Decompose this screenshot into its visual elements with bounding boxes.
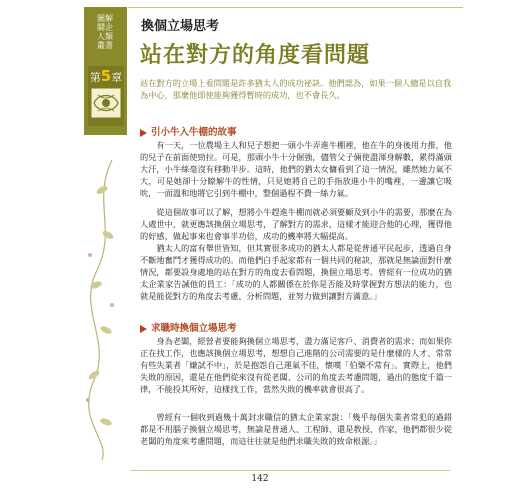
section-heading-2-text: 求職時換個立場思考	[151, 323, 237, 334]
chapter-prefix: 第	[89, 71, 101, 84]
section-heading-1	[140, 124, 237, 138]
section-heading-1-text: 引小牛入牛棚的故事	[151, 127, 237, 138]
heading-arrow-icon	[140, 325, 147, 333]
top-rule	[128, 7, 463, 8]
series-title: 圖解鬪企人類叢書	[97, 14, 113, 50]
chapter-label	[88, 67, 124, 85]
intro-text: 站在對方的立場上看問題是許多猶太人的成功祕訣。他們認為，如果一個人總是以自我為中心，那麼他即使能夠獲得暫時的成功，也不會長久。	[140, 78, 452, 100]
page-title: 站在對方的角度看問題	[140, 43, 371, 68]
paragraph: 曾經有一個收到過幾十萬封求職信的猶太企業家說：「幾乎每個失業者常犯的過錯都是不用腦子換個立場思考，無論是普通人、工程師、還是教授、作家，他們都很少從老闆的角度來考慮問題，而這往往就是他們求職失敗的致命根源。」	[140, 412, 452, 446]
heading-arrow-icon	[140, 129, 147, 137]
chapter-number: 5	[100, 67, 112, 85]
paragraph: 猶太人的富有舉世皆知，但其實很多成功的猶太人都是從普通平民起步，透過自身不斷地奮鬥才獲得成功的。而他們白手起家都有一個共同的秘訣，那就是無論面對什麼情況，都要設身處地的站在對方的角度去看問題，換個立場思考。曾經有一位成功的猶太企業家告誡他的員工：「成功的人都關係在於你是否能及時掌握對方想法的能力，也就是能從對方的角度去考慮、分析問題，並努力做到讓對方滿意。」	[140, 243, 452, 301]
ornament-icon	[90, 87, 122, 119]
vine-decoration-icon	[82, 160, 122, 460]
paragraph: 身為老闆，經營者要能夠換個立場思考，盡力滿足客戶、消費者的需求；而如果你正在找工作，也應該換個立場思考，想想自己進階的公司需要的是什麼樣的人才、常常有些失業者「嫌試不中」，於是抱怨自己運氣不佳，懷嘆「伯樂不常有」。實際上，他們失敗的原因，還是在他們從來沒有從老闆、公司的角度去考慮問題，過出的態度千篇一律，不能投其所好，這樣找工作，當然失敗的機率就會很高了。	[140, 336, 452, 394]
paragraph: 從這個故事可以了解，想將小牛趕進牛棚而就必須要顧及到小牛的需要，那麼在為人處世中，就更應該換個立場思考，了解對方的需求，這樣才能迎合他的心理，獲得他的好感，做起事來也會事半功倍，成功的機率將大幅提高。	[140, 207, 452, 241]
section-heading-2	[140, 320, 237, 334]
paragraph: 有一天，一位農場主人和兒子想把一頭小牛弄進牛棚裡，他在牛的身後用力推，他的兒子在前面使勁拉。可是，那頭小牛十分倔強，儘管父子倆使盡渾身解數，累得滿頭大汗，小牛絲毫沒有移動半步。這時，他們的猶太女傭看到了這一情況，雖然她力氣不大，可是她卻十分瞭解牛的性情，只見她將自己的手指放進小牛的嘴裡，一邊讓它吸吮，一面溫和地將它引到牛棚中，整個過程不費一絲力氣。	[140, 140, 452, 198]
section-label: 換個立場思考	[141, 19, 220, 34]
page-number: 142	[251, 474, 269, 484]
chapter-suffix: 章	[111, 71, 123, 84]
footer-rule	[130, 470, 450, 471]
